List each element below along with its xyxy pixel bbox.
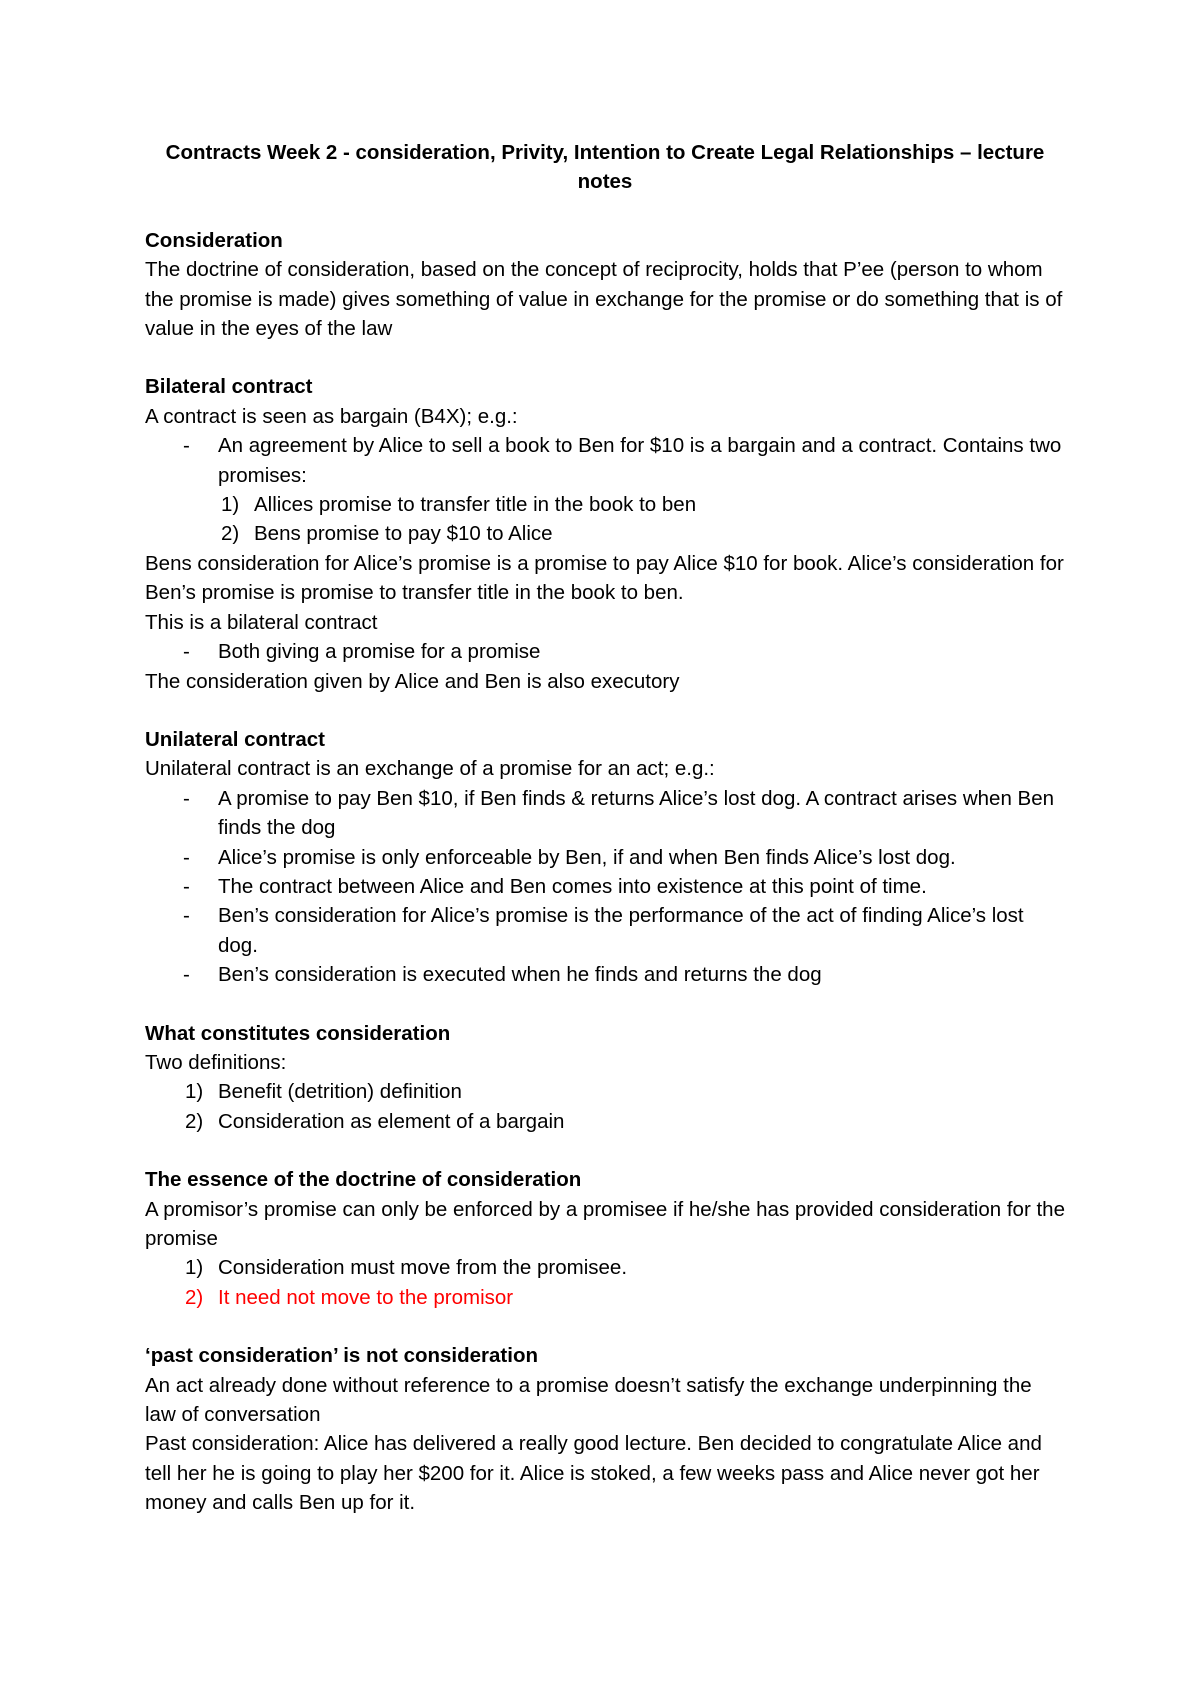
section-heading: Bilateral contract bbox=[145, 375, 313, 399]
section-unilateral-contract bbox=[145, 725, 1065, 990]
paragraph: Past consideration: Alice has delivered a really good lecture. Ben decided to congratulate Alice and tell her he is going to play her $200 for it. Alice is stoked, a few weeks pass and Alice never got her money and calls Ben up for it. bbox=[145, 1432, 1042, 1515]
list-item-text: Ben’s consideration is executed when he finds and returns the dog bbox=[218, 963, 822, 987]
paragraph: The doctrine of consideration, based on the concept of reciprocity, holds that P’ee (person to whom the promise is made) gives something of value in exchange for the promise or do something that is of value in the eyes of the law bbox=[145, 258, 1063, 341]
list-item bbox=[145, 1107, 1065, 1136]
section-consideration bbox=[145, 226, 1065, 344]
dash-marker: - bbox=[183, 963, 190, 987]
list-item bbox=[145, 1253, 1065, 1282]
dash-list bbox=[145, 431, 1065, 549]
number-marker: 2) bbox=[185, 1285, 204, 1309]
section-bilateral-contract bbox=[145, 372, 1065, 695]
list-item bbox=[145, 901, 1065, 960]
list-item-text: Consideration as element of a bargain bbox=[218, 1109, 565, 1133]
list-item bbox=[218, 490, 1065, 519]
section-heading: The essence of the doctrine of consideration bbox=[145, 1168, 582, 1192]
section-heading: What constitutes consideration bbox=[145, 1021, 451, 1045]
list-item bbox=[145, 784, 1065, 843]
list-item bbox=[145, 637, 1065, 666]
section-heading: Consideration bbox=[145, 228, 283, 252]
section-heading: ‘past consideration’ is not consideration bbox=[145, 1344, 538, 1368]
list-item bbox=[145, 431, 1065, 549]
number-marker: 2) bbox=[185, 1109, 204, 1133]
document-page bbox=[145, 138, 1065, 1547]
dash-list bbox=[145, 784, 1065, 990]
paragraph: A contract is seen as bargain (B4X); e.g.: bbox=[145, 404, 518, 428]
list-item-text: Consideration must move from the promisee. bbox=[218, 1256, 628, 1280]
section-essence-of-doctrine bbox=[145, 1165, 1065, 1312]
list-item-text: Ben’s consideration for Alice’s promise is the performance of the act of finding Alice’s lost dog. bbox=[218, 904, 1024, 957]
list-item bbox=[218, 519, 1065, 548]
paragraph: An act already done without reference to a promise doesn’t satisfy the exchange underpinning the law of conversation bbox=[145, 1373, 1032, 1427]
highlighted-list-item bbox=[145, 1283, 1065, 1312]
dash-marker: - bbox=[183, 874, 190, 898]
dash-marker: - bbox=[183, 904, 190, 928]
section-past-consideration bbox=[145, 1341, 1065, 1517]
paragraph: Bens consideration for Alice’s promise is a promise to pay Alice $10 for book. Alice’s consideration for Ben’s promise is promise to transfer title in the book to ben. bbox=[145, 551, 1064, 605]
list-item-text: A promise to pay Ben $10, if Ben finds & returns Alice’s lost dog. A contract arises when Ben finds the dog bbox=[218, 786, 1055, 840]
numbered-list bbox=[218, 490, 1065, 549]
list-item-text: The contract between Alice and Ben comes into existence at this point of time. bbox=[218, 874, 927, 898]
dash-marker: - bbox=[183, 845, 190, 869]
paragraph: A promisor’s promise can only be enforced by a promisee if he/she has provided consideration for the promise bbox=[145, 1197, 1065, 1250]
list-item-text: Benefit (detrition) definition bbox=[218, 1080, 462, 1104]
list-item-text: An agreement by Alice to sell a book to Ben for $10 is a bargain and a contract. Contains two promises: bbox=[218, 434, 1062, 487]
number-marker: 2) bbox=[221, 522, 240, 546]
list-item-text: Alice’s promise is only enforceable by Ben, if and when Ben finds Alice’s lost dog. bbox=[218, 845, 956, 869]
section-what-constitutes-consideration bbox=[145, 1019, 1065, 1137]
paragraph: The consideration given by Alice and Ben is also executory bbox=[145, 669, 680, 693]
list-item bbox=[145, 960, 1065, 989]
number-marker: 1) bbox=[221, 493, 240, 517]
list-item-text: It need not move to the promisor bbox=[218, 1285, 514, 1309]
number-marker: 1) bbox=[185, 1080, 204, 1104]
paragraph: Two definitions: bbox=[145, 1050, 287, 1074]
list-item bbox=[145, 1077, 1065, 1106]
numbered-list bbox=[145, 1253, 1065, 1312]
dash-marker: - bbox=[183, 434, 190, 458]
dash-marker: - bbox=[183, 640, 190, 664]
list-item-text: Bens promise to pay $10 to Alice bbox=[254, 522, 553, 546]
dash-marker: - bbox=[183, 786, 190, 810]
numbered-list bbox=[145, 1077, 1065, 1136]
list-item bbox=[145, 872, 1065, 901]
dash-list bbox=[145, 637, 1065, 666]
document-title: Contracts Week 2 - consideration, Privity, Intention to Create Legal Relationships – lecture notes bbox=[165, 141, 1045, 194]
list-item-text: Allices promise to transfer title in the book to ben bbox=[254, 493, 697, 517]
section-heading: Unilateral contract bbox=[145, 727, 325, 751]
number-marker: 1) bbox=[185, 1256, 204, 1280]
paragraph: Unilateral contract is an exchange of a promise for an act; e.g.: bbox=[145, 757, 715, 781]
paragraph: This is a bilateral contract bbox=[145, 610, 378, 634]
list-item bbox=[145, 843, 1065, 872]
list-item-text: Both giving a promise for a promise bbox=[218, 640, 541, 664]
